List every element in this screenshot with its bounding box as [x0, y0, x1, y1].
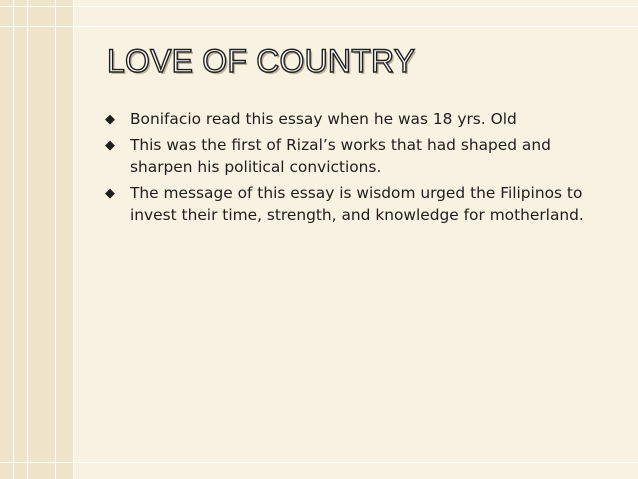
grid-line [55, 0, 56, 479]
bullet-text: The message of this essay is wisdom urged the Filipinos to invest their time, strength, and knowledge for motherland. [130, 184, 584, 224]
bullet-text: This was the first of Rizal’s works that had shaped and sharpen his political convictions. [130, 136, 551, 176]
bullet-item [104, 134, 612, 178]
bullet-text: Bonifacio read this essay when he was 18 yrs. Old [130, 110, 517, 128]
grid-line [0, 462, 638, 463]
left-decorative-band [0, 0, 73, 479]
bullet-list [104, 108, 612, 230]
slide-title: LOVE OF COUNTRY [107, 43, 416, 79]
bullet-item [104, 108, 612, 130]
grid-line [0, 26, 638, 27]
grid-line [13, 0, 14, 479]
grid-line [27, 0, 28, 479]
grid-line [0, 6, 638, 7]
black-diamond-icon: ◆ [105, 112, 115, 127]
black-diamond-icon: ◆ [105, 138, 115, 153]
grid-line [73, 0, 74, 479]
bullet-item [104, 182, 612, 226]
black-diamond-icon: ◆ [105, 186, 115, 201]
